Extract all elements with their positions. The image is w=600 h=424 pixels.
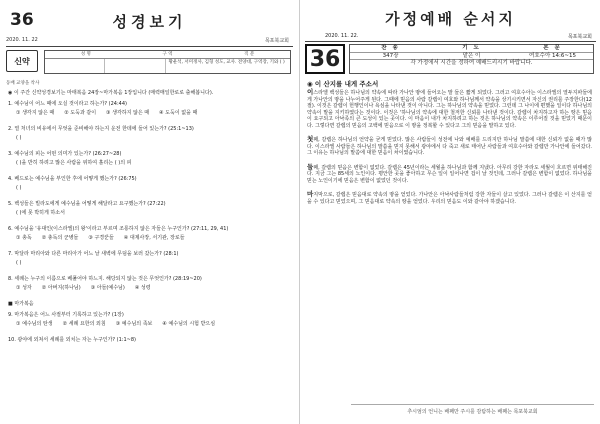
issue-number: 36 [10, 10, 34, 30]
prayer-value: 맡은 이 [462, 52, 481, 59]
header-district: 구 역 [162, 52, 173, 57]
hymn-value: 347장 [382, 52, 399, 59]
question-text: 3. 예수님의 피는 어떤 의미가 있는가? (26:27~28) [8, 151, 122, 157]
issue-number: 36 [305, 44, 345, 74]
note: 동배 교양을 착사 [6, 81, 40, 86]
option[interactable]: ① 예수님의 탄생 [16, 321, 53, 327]
order-header-row [350, 45, 593, 53]
question [8, 101, 293, 116]
drop-cap: 이 [307, 88, 314, 96]
header-name: 성 명 [80, 52, 91, 57]
question [8, 226, 293, 241]
question [8, 337, 293, 343]
option[interactable]: ② 아버지(하나님) [41, 285, 81, 291]
question-text: 4. 베드로는 예수님을 부인한 후에 어떻게 했는가? (26:75) [8, 176, 137, 182]
option[interactable]: ③ 구경꾼들 [88, 235, 114, 241]
role-names: 황운석, 서미정사, 김형 성도, 교사. 전양대, 구역장, 기와 ( ) [168, 60, 285, 65]
paragraph [307, 89, 592, 129]
question-list [8, 90, 293, 353]
right-header [301, 8, 600, 30]
header-passage: 본 문 [543, 45, 562, 51]
page-title: 성경보기 [112, 13, 187, 31]
sermon-title: ◉ 이 산지를 내게 주소서 [307, 80, 379, 88]
church-name: 목포북교회 [264, 38, 289, 44]
order-value-row [350, 53, 593, 61]
paragraph [307, 191, 592, 205]
question-text: 7. 막달라 마리아와 다른 마리아가 어느 날 새벽에 무덤을 보러 갔는가? (28:1) [8, 251, 179, 257]
drop-cap: 둘 [307, 162, 314, 171]
option[interactable]: ④ 대제사장, 서기관, 장로들 [123, 235, 185, 241]
options [8, 285, 293, 291]
section-heading: ■ 마가복음 [8, 301, 34, 307]
order-note-row [350, 60, 593, 68]
paragraph [307, 164, 592, 185]
header-role: 직 분 [244, 52, 255, 57]
drop-cap: 마 [307, 190, 314, 198]
option[interactable]: ① 생각지 않은 때 [16, 110, 55, 116]
order-note: 각 가정에서 시간을 정하여 예배드리시기 바랍니다. [410, 60, 533, 66]
option[interactable]: ① 총독 [16, 235, 32, 241]
drop-cap: 첫 [307, 135, 314, 143]
paragraph-text: 째, 갈렙은 하나님의 언약을 굳게 믿었다. 많은 사람들이 성전에 나와 예배를 드리지만 하나님 말씀에 대한 신뢰가 없을 때가 많다. 이스라엘 사람들은 하나님의 말씀을 믿지 못해서 광야에서 다 죽고 새로 태어난 사람들과 여호수아와 갈렙만 가나안에 들어갔다. 그 이유는 하나님의 말씀에 대한 믿음이 차이였습니다. [307, 137, 592, 156]
question [8, 201, 293, 216]
option[interactable]: ② 총독의 군병들 [41, 235, 79, 241]
church-name: 목포북교회 [567, 34, 592, 40]
footer-verse: 추시엄의 언니는 배째만 주시를 감탐하는 배째는 목포북교회 [351, 404, 594, 418]
passage-value: 여호수아 14:6~15 [529, 52, 576, 59]
paragraph-text: 째, 갈렙의 믿음은 변함이 없었다. 갈렙은 45년이라는 세월을 하나님과 함께 지냈다. 아무리 강한 자라도 세월이 흐르면 위태해진다. 지금 그는 85세의 노인이다. 평안한 곳을 좋아하고 무슨 일이 일어나면 겁이 날 것인데, 그러나 갈렙은 변함이 없었다. 하나님을 믿는 노인이기에 믿음은 변함이 없었던 것이다. [307, 164, 592, 184]
answer-blank[interactable]: ( ) [16, 135, 22, 141]
option[interactable]: ③ 생각하지 않은 때 [106, 110, 150, 116]
member-table-body [45, 59, 290, 73]
member-table-header [45, 51, 290, 59]
answer-blank[interactable]: ( )에 못 박히게 하소서 [16, 210, 65, 216]
answer-blank[interactable]: ( )을 반히 하려고 많은 사람을 위하여 흘리는 ( )의 피 [16, 160, 132, 166]
paragraph-text: 스라엘 백성들은 하나님의 약속에 따라 가나안 땅에 들어오는 말 들은 짧게 되었다. 그러고 여호수아는 이스라엘의 열두지파들에게 가나안의 땅을 나누어주게 된다. 그때에 믿음의 사람 갈렙이 여호와 하나님께서 약속을 상기시키면서 자신의 권리를 주장한다(12절). 이것은 갈렙이 헌행인이나 욕심을 나타낸 것이 아니다. 그는 하나님의 약속을 믿었다. 그런데 그 나이에 편했을 일이다 하나님의 약속이 말을 지키하였다는 것이다. 이것은 '하나님의 약속에 대한 철저한 신뢰를 나타낸 것이다. 갈렙이 차지하고자 하는 땅은 믿음이 요구되고 아낙족의 큰 도성이 있는 곳이다. 이 마음이 내가 차지하려고 하는 것은 하나님의 약속은 이루어질 것을 믿었기 때문이다. 그렇다면 갈렙의 믿음의 고백에 믿음으로 이 땅을 정복할 수 있다고 그의 믿음을 말하고 있다. [307, 90, 592, 129]
answer-blank[interactable]: ( ) [16, 185, 22, 191]
option[interactable]: ① 성자 [16, 285, 32, 291]
options [8, 235, 293, 241]
question [8, 176, 293, 191]
member-table [44, 50, 291, 74]
divider [6, 46, 293, 47]
name-cell[interactable] [45, 59, 105, 73]
option[interactable]: ④ 도둑이 없을 때 [159, 110, 198, 116]
question-text: 5. 백성들은 빌라도에게 예수님을 어떻게 해달라고 요구했는가? (27:22) [8, 201, 166, 207]
question [8, 251, 293, 266]
option[interactable]: ④ 성령 [134, 285, 151, 291]
date: 2020. 11. 22. [325, 33, 359, 39]
page-title: 가정예배 순서지 [385, 10, 516, 28]
question [8, 276, 293, 291]
answer-blank[interactable]: ( ) [16, 260, 22, 266]
question [8, 151, 293, 166]
district-cell[interactable] [105, 59, 165, 73]
question-text: 9. 마가복음은 어느 사절부터 기록하고 있는가? (1장) [8, 312, 124, 318]
option[interactable]: ② 세례 요한의 외침 [62, 321, 106, 327]
date: 2020. 11. 22 [6, 37, 38, 43]
question-text: 1. 예수님이 어느 때에 오실 것이라고 하는가? (24:44) [8, 101, 127, 107]
option[interactable]: ③ 예수님의 족보 [115, 321, 153, 327]
left-header [6, 10, 293, 32]
header-prayer: 기 도 [462, 45, 481, 51]
family-worship-page [301, 0, 600, 424]
divider [305, 41, 596, 42]
option[interactable]: ④ 예수님의 시험 받으심 [162, 321, 216, 327]
question-text: 2. 열 처녀의 비유에서 무엇을 준비해야 하는지 운전 한데에 들어 있는가? (25:1~13) [8, 126, 194, 132]
question [8, 126, 293, 141]
option[interactable]: ③ 아들(예수님) [90, 285, 125, 291]
question-text: 8. 세례는 누구의 이름으로 베풀어야 하느지. 해당되지 않는 것은 무엇인가? (28:19~20) [8, 276, 202, 282]
header-hymn: 찬 송 [381, 45, 400, 51]
question-text: 6. 예수님을 '유대인(이스라엘)의 왕'이라고 부르며 조롱하지 않은 자들은 누구인가? (27:11, 29, 41) [8, 226, 229, 232]
testament-badge: 신약 [6, 50, 38, 72]
worship-order-table [349, 44, 594, 74]
options [8, 321, 293, 327]
intro-text: ◉ 이 주간 신약성경보기는 마태복음 24장~마가복음 1장입니다 (매력매일한로로 출해봅니다). [8, 90, 214, 96]
question [8, 312, 293, 327]
options [8, 110, 293, 116]
sermon-body [307, 89, 592, 212]
paragraph-text: 지막으로, 갈렙은 믿음대로 약속의 땅을 얻었다. 가나안은 아낙사람들처럼 강한 자들이 살고 있었다. 그러나 갈렙은 이 산지를 얻을 수 있다고 믿었으며, 그 믿음대로 약속의 땅을 얻었다. 우리의 믿음도 이와 같아야 하겠습니다. [307, 192, 592, 205]
paragraph [307, 136, 592, 157]
question-text: 10. 광야에 외쳐서 세례를 외치는 자는 누구인가? (1:1~8) [8, 337, 136, 343]
option[interactable]: ② 도둑과 같이 [64, 110, 97, 116]
